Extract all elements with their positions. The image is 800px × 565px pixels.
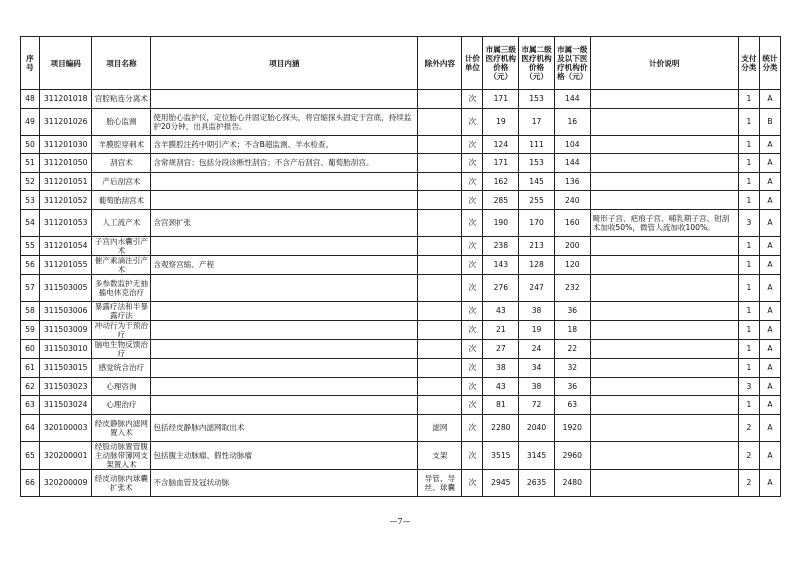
cell-unit: 次 <box>462 441 483 469</box>
cell-code: 311503015 <box>39 358 92 377</box>
cell-stat: A <box>759 358 780 377</box>
cell-note <box>590 154 738 173</box>
table-row <box>21 469 781 496</box>
cell-note <box>590 191 738 210</box>
cell-unit: 次 <box>462 90 483 109</box>
cell-name: 刮宫术 <box>92 154 151 173</box>
cell-price-3: 171 <box>483 90 519 109</box>
cell-pay: 3 <box>738 377 759 396</box>
header-price-3: 市属三级医疗机构价格（元） <box>483 37 519 90</box>
cell-pay: 1 <box>738 396 759 415</box>
cell-stat: A <box>759 414 780 441</box>
cell-excl <box>418 301 462 320</box>
cell-name: 冲动行为干预治疗 <box>92 320 151 339</box>
cell-seq: 58 <box>21 301 40 320</box>
cell-code: 320200001 <box>39 441 92 469</box>
cell-seq: 57 <box>21 274 40 301</box>
cell-price-1: 160 <box>554 209 590 236</box>
cell-content: 不含脑血管及冠状动脉 <box>151 469 418 496</box>
cell-price-2: 111 <box>519 135 555 154</box>
cell-pay: 1 <box>738 154 759 173</box>
header-excl: 除外内容 <box>418 37 462 90</box>
cell-code: 311503005 <box>39 274 92 301</box>
header-price-1: 市属一级及以下医疗机构价格（元） <box>554 37 590 90</box>
cell-name: 多参数监护无抽搐电休克治疗 <box>92 274 151 301</box>
cell-seq: 55 <box>21 236 40 255</box>
cell-price-2: 2635 <box>519 469 555 496</box>
cell-price-2: 19 <box>519 320 555 339</box>
cell-stat: A <box>759 339 780 358</box>
table-row <box>21 414 781 441</box>
cell-seq: 53 <box>21 191 40 210</box>
cell-pay: 1 <box>738 108 759 135</box>
table-row <box>21 301 781 320</box>
cell-stat: A <box>759 255 780 274</box>
cell-price-1: 104 <box>554 135 590 154</box>
cell-price-1: 18 <box>554 320 590 339</box>
cell-name: 暴露疗法和半暴露疗法 <box>92 301 151 320</box>
cell-excl <box>418 191 462 210</box>
cell-excl <box>418 236 462 255</box>
cell-pay: 1 <box>738 274 759 301</box>
cell-unit: 次 <box>462 209 483 236</box>
cell-price-3: 285 <box>483 191 519 210</box>
cell-content: 含羊膜腔注药中期引产术；不含B超监测、羊水检查。 <box>151 135 418 154</box>
header-note: 计价说明 <box>590 37 738 90</box>
cell-seq: 54 <box>21 209 40 236</box>
cell-pay: 3 <box>738 209 759 236</box>
cell-code: 320200009 <box>39 469 92 496</box>
cell-price-2: 153 <box>519 90 555 109</box>
table-row <box>21 320 781 339</box>
cell-pay: 2 <box>738 441 759 469</box>
cell-content <box>151 172 418 191</box>
cell-note <box>590 320 738 339</box>
cell-code: 311201054 <box>39 236 92 255</box>
cell-excl: 滤网 <box>418 414 462 441</box>
cell-price-3: 171 <box>483 154 519 173</box>
cell-price-2: 38 <box>519 377 555 396</box>
cell-seq: 66 <box>21 469 40 496</box>
cell-name: 心理治疗 <box>92 396 151 415</box>
cell-content <box>151 377 418 396</box>
table-row <box>21 209 781 236</box>
header-unit: 计价单位 <box>462 37 483 90</box>
cell-code: 311201053 <box>39 209 92 236</box>
cell-code: 311201050 <box>39 154 92 173</box>
cell-pay: 1 <box>738 135 759 154</box>
cell-code: 311503006 <box>39 301 92 320</box>
cell-pay: 1 <box>738 320 759 339</box>
cell-excl <box>418 90 462 109</box>
header-price-2: 市属二级医疗机构价格（元） <box>519 37 555 90</box>
cell-excl: 导管、导丝、球囊 <box>418 469 462 496</box>
cell-excl <box>418 108 462 135</box>
cell-name: 脑电生物反馈治疗 <box>92 339 151 358</box>
cell-seq: 49 <box>21 108 40 135</box>
table-row <box>21 90 781 109</box>
table-row <box>21 236 781 255</box>
cell-price-3: 162 <box>483 172 519 191</box>
cell-price-2: 170 <box>519 209 555 236</box>
cell-code: 320100003 <box>39 414 92 441</box>
header-row <box>21 37 781 90</box>
cell-content: 含观察宫缩、产程 <box>151 255 418 274</box>
cell-name: 子宫内水囊引产术 <box>92 236 151 255</box>
cell-seq: 61 <box>21 358 40 377</box>
cell-code: 311201026 <box>39 108 92 135</box>
cell-excl <box>418 339 462 358</box>
cell-note <box>590 301 738 320</box>
cell-note <box>590 414 738 441</box>
cell-name: 经股动脉置管腹主动脉带簿网支架置入术 <box>92 441 151 469</box>
cell-price-1: 200 <box>554 236 590 255</box>
cell-stat: A <box>759 274 780 301</box>
cell-name: 经皮动脉内球囊扩张术 <box>92 469 151 496</box>
cell-name: 宫腔粘连分离术 <box>92 90 151 109</box>
cell-seq: 65 <box>21 441 40 469</box>
cell-price-2: 145 <box>519 172 555 191</box>
cell-excl <box>418 255 462 274</box>
cell-content: 包括腹主动脉瘤、假性动脉瘤 <box>151 441 418 469</box>
cell-note <box>590 377 738 396</box>
cell-excl: 支架 <box>418 441 462 469</box>
cell-price-1: 1920 <box>554 414 590 441</box>
header-seq: 序号 <box>21 37 40 90</box>
cell-note <box>590 274 738 301</box>
cell-note <box>590 441 738 469</box>
table-row <box>21 255 781 274</box>
cell-price-1: 144 <box>554 90 590 109</box>
cell-price-3: 27 <box>483 339 519 358</box>
cell-pay: 2 <box>738 469 759 496</box>
page-number: —7— <box>389 517 411 526</box>
cell-code: 311503024 <box>39 396 92 415</box>
cell-unit: 次 <box>462 320 483 339</box>
cell-seq: 60 <box>21 339 40 358</box>
table-row <box>21 135 781 154</box>
cell-price-2: 72 <box>519 396 555 415</box>
header-name: 项目名称 <box>92 37 151 90</box>
cell-content <box>151 339 418 358</box>
cell-unit: 次 <box>462 191 483 210</box>
cell-content <box>151 396 418 415</box>
header-code: 项目编码 <box>39 37 92 90</box>
cell-price-3: 143 <box>483 255 519 274</box>
cell-note <box>590 135 738 154</box>
cell-name: 感觉统合治疗 <box>92 358 151 377</box>
cell-price-1: 120 <box>554 255 590 274</box>
cell-note <box>590 90 738 109</box>
cell-price-3: 124 <box>483 135 519 154</box>
cell-unit: 次 <box>462 469 483 496</box>
cell-unit: 次 <box>462 274 483 301</box>
cell-price-2: 128 <box>519 255 555 274</box>
cell-content: 包括经皮静脉内滤网取出术 <box>151 414 418 441</box>
cell-price-1: 136 <box>554 172 590 191</box>
cell-unit: 次 <box>462 236 483 255</box>
cell-code: 311201055 <box>39 255 92 274</box>
cell-code: 311201030 <box>39 135 92 154</box>
cell-price-2: 153 <box>519 154 555 173</box>
cell-seq: 59 <box>21 320 40 339</box>
cell-stat: A <box>759 209 780 236</box>
cell-price-1: 22 <box>554 339 590 358</box>
cell-excl <box>418 396 462 415</box>
cell-price-1: 2960 <box>554 441 590 469</box>
table-row <box>21 108 781 135</box>
cell-seq: 48 <box>21 90 40 109</box>
cell-price-3: 43 <box>483 301 519 320</box>
cell-name: 经皮静脉内滤网置入术 <box>92 414 151 441</box>
cell-price-2: 38 <box>519 301 555 320</box>
header-pay: 支付分类 <box>738 37 759 90</box>
cell-price-1: 144 <box>554 154 590 173</box>
cell-code: 311503023 <box>39 377 92 396</box>
cell-price-1: 32 <box>554 358 590 377</box>
cell-unit: 次 <box>462 135 483 154</box>
cell-pay: 1 <box>738 90 759 109</box>
cell-price-2: 24 <box>519 339 555 358</box>
cell-note <box>590 396 738 415</box>
cell-excl <box>418 274 462 301</box>
cell-price-3: 3515 <box>483 441 519 469</box>
cell-price-2: 213 <box>519 236 555 255</box>
cell-content <box>151 274 418 301</box>
cell-excl <box>418 172 462 191</box>
cell-stat: A <box>759 441 780 469</box>
cell-seq: 51 <box>21 154 40 173</box>
cell-pay: 1 <box>738 236 759 255</box>
cell-note <box>590 339 738 358</box>
cell-content <box>151 320 418 339</box>
cell-price-1: 16 <box>554 108 590 135</box>
cell-seq: 56 <box>21 255 40 274</box>
cell-note <box>590 236 738 255</box>
cell-stat: A <box>759 154 780 173</box>
cell-price-3: 43 <box>483 377 519 396</box>
cell-pay: 1 <box>738 358 759 377</box>
cell-unit: 次 <box>462 255 483 274</box>
cell-price-2: 255 <box>519 191 555 210</box>
cell-price-2: 17 <box>519 108 555 135</box>
cell-name: 葡萄胎刮宫术 <box>92 191 151 210</box>
cell-seq: 64 <box>21 414 40 441</box>
header-content: 项目内涵 <box>151 37 418 90</box>
cell-note: 畸形子宫、疤痕子宫、哺乳期子宫、钳刮术加收50%，微管人流加收100%。 <box>590 209 738 236</box>
cell-price-2: 2040 <box>519 414 555 441</box>
cell-name: 人工流产术 <box>92 209 151 236</box>
header-stat: 统计分类 <box>759 37 780 90</box>
cell-unit: 次 <box>462 339 483 358</box>
cell-price-3: 19 <box>483 108 519 135</box>
cell-price-3: 276 <box>483 274 519 301</box>
cell-price-3: 38 <box>483 358 519 377</box>
table-row <box>21 172 781 191</box>
cell-code: 311201052 <box>39 191 92 210</box>
table-row <box>21 441 781 469</box>
cell-price-1: 240 <box>554 191 590 210</box>
cell-code: 311201051 <box>39 172 92 191</box>
cell-note <box>590 469 738 496</box>
cell-seq: 52 <box>21 172 40 191</box>
cell-content <box>151 191 418 210</box>
cell-pay: 1 <box>738 191 759 210</box>
cell-stat: A <box>759 191 780 210</box>
cell-note <box>590 108 738 135</box>
cell-price-1: 63 <box>554 396 590 415</box>
cell-price-3: 2280 <box>483 414 519 441</box>
cell-price-2: 34 <box>519 358 555 377</box>
cell-stat: A <box>759 301 780 320</box>
cell-unit: 次 <box>462 172 483 191</box>
cell-pay: 1 <box>738 339 759 358</box>
cell-stat: B <box>759 108 780 135</box>
table-row <box>21 339 781 358</box>
cell-unit: 次 <box>462 358 483 377</box>
cell-excl <box>418 209 462 236</box>
table-row <box>21 377 781 396</box>
cell-price-1: 36 <box>554 301 590 320</box>
cell-price-3: 81 <box>483 396 519 415</box>
cell-pay: 2 <box>738 414 759 441</box>
cell-unit: 次 <box>462 414 483 441</box>
cell-code: 311503009 <box>39 320 92 339</box>
cell-content <box>151 90 418 109</box>
cell-stat: A <box>759 469 780 496</box>
cell-name: 胎心监测 <box>92 108 151 135</box>
cell-content: 含宫颈扩张 <box>151 209 418 236</box>
cell-price-1: 2480 <box>554 469 590 496</box>
cell-stat: A <box>759 172 780 191</box>
cell-price-2: 3145 <box>519 441 555 469</box>
cell-seq: 63 <box>21 396 40 415</box>
cell-stat: A <box>759 377 780 396</box>
cell-unit: 次 <box>462 377 483 396</box>
cell-price-1: 36 <box>554 377 590 396</box>
cell-content: 含常规刮宫；包括分段诊断性刮宫；不含产后刮宫、葡萄胎刮宫。 <box>151 154 418 173</box>
cell-price-2: 247 <box>519 274 555 301</box>
cell-content <box>151 236 418 255</box>
cell-excl <box>418 135 462 154</box>
cell-unit: 次 <box>462 301 483 320</box>
cell-seq: 50 <box>21 135 40 154</box>
cell-stat: A <box>759 135 780 154</box>
cell-name: 心理咨询 <box>92 377 151 396</box>
cell-pay: 1 <box>738 255 759 274</box>
cell-name: 催产素滴注引产术 <box>92 255 151 274</box>
cell-stat: A <box>759 396 780 415</box>
cell-note <box>590 172 738 191</box>
cell-note <box>590 255 738 274</box>
table-row <box>21 274 781 301</box>
table-row <box>21 396 781 415</box>
cell-price-3: 238 <box>483 236 519 255</box>
price-table <box>20 36 781 497</box>
cell-name: 羊膜腔穿刺术 <box>92 135 151 154</box>
cell-excl <box>418 154 462 173</box>
cell-price-3: 190 <box>483 209 519 236</box>
cell-stat: A <box>759 90 780 109</box>
cell-seq: 62 <box>21 377 40 396</box>
cell-content: 使用胎心监护仪，定位胎心并固定胎心探头，将宫缩探头固定于宫底，持续监护20分钟，出具监护报告。 <box>151 108 418 135</box>
cell-stat: A <box>759 236 780 255</box>
cell-stat: A <box>759 320 780 339</box>
cell-price-1: 232 <box>554 274 590 301</box>
cell-pay: 1 <box>738 301 759 320</box>
table-row <box>21 154 781 173</box>
cell-name: 产后刮宫术 <box>92 172 151 191</box>
cell-unit: 次 <box>462 154 483 173</box>
cell-code: 311201018 <box>39 90 92 109</box>
cell-unit: 次 <box>462 396 483 415</box>
cell-price-3: 21 <box>483 320 519 339</box>
cell-excl <box>418 320 462 339</box>
table-row <box>21 358 781 377</box>
cell-content <box>151 301 418 320</box>
cell-note <box>590 358 738 377</box>
cell-code: 311503010 <box>39 339 92 358</box>
cell-excl <box>418 358 462 377</box>
table-row <box>21 191 781 210</box>
cell-content <box>151 358 418 377</box>
cell-excl <box>418 377 462 396</box>
cell-price-3: 2945 <box>483 469 519 496</box>
cell-pay: 1 <box>738 172 759 191</box>
cell-unit: 次 <box>462 108 483 135</box>
